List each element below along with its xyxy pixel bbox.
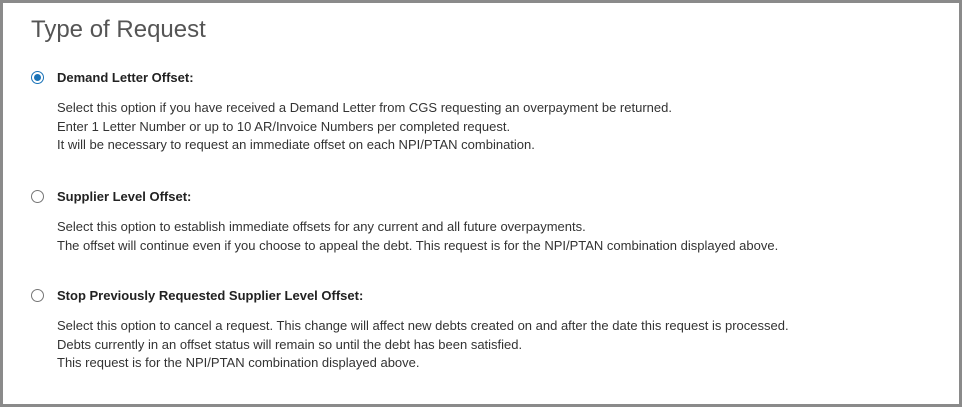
option-description xyxy=(57,99,672,155)
description-line: Select this option to establish immediate offsets for any current and all future overpayments. xyxy=(57,219,586,234)
option-label[interactable]: Stop Previously Requested Supplier Level Offset: xyxy=(57,288,364,303)
description-line: Select this option to cancel a request. This change will affect new debts created on and after the date this request is processed. xyxy=(57,318,789,333)
option-label[interactable]: Demand Letter Offset: xyxy=(57,70,194,85)
radio-demand-letter-offset[interactable] xyxy=(31,71,44,84)
section-title: Type of Request xyxy=(31,16,206,43)
description-line: The offset will continue even if you choose to appeal the debt. This request is for the NPI/PTAN combination displayed above. xyxy=(57,237,779,253)
radio-supplier-level-offset[interactable] xyxy=(31,190,44,203)
option-description xyxy=(57,218,778,255)
radio-stop-supplier-level-offset[interactable] xyxy=(31,289,44,302)
description-line: This request is for the NPI/PTAN combination displayed above. xyxy=(57,355,420,370)
description-line: Enter 1 Letter Number or up to 10 AR/Invoice Numbers per completed request. xyxy=(57,118,511,134)
description-line: It will be necessary to request an immediate offset on each NPI/PTAN combination. xyxy=(57,137,535,152)
description-line: Select this option if you have received a Demand Letter from CGS requesting an overpayment be returned. xyxy=(57,100,672,115)
option-label[interactable]: Supplier Level Offset: xyxy=(57,189,192,204)
description-line: Debts currently in an offset status will remain so until the debt has been satisfied. xyxy=(57,336,523,352)
option-description xyxy=(57,317,789,373)
